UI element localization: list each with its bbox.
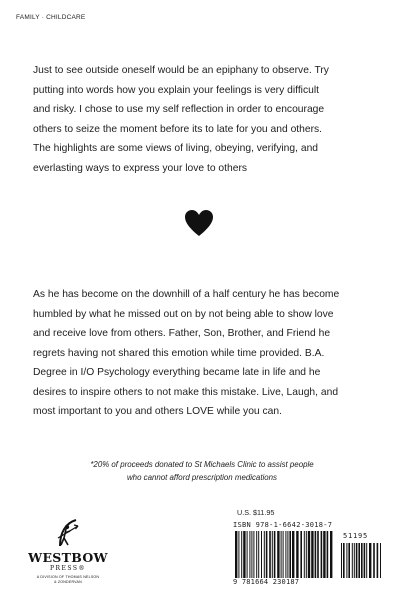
publisher-name: WESTBOW [28, 550, 108, 565]
price-label: U.S. $11.95 [237, 508, 275, 517]
publisher-subname: PRESS® [49, 565, 87, 572]
barcode [233, 517, 385, 591]
price-code-label: 51195 [343, 532, 369, 540]
isbn-label: ISBN 978-1-6642-3018-7 [233, 521, 333, 529]
price-barcode-bars [341, 543, 383, 578]
publisher-logo [24, 518, 112, 593]
author-bio-text: As he has become on the downhill of a half century he has become humbled by what he missed out on by not being able to show love and receive love from others. Father, Son, Brother, and Friend he regrets having not shared this emotion while time provided. B.A. Degree in I/O Psychology everything became late in life and he desires to inspire others to not make this mistake. Live, Laugh, and most important to you and others LOVE while you can. [33, 289, 340, 417]
ean-barcode-bars [235, 531, 335, 578]
donation-note: *20% of proceeds donated to St Michaels Clinic to assist people who cannot afford prescription medications [90, 460, 314, 482]
heart-icon [184, 209, 214, 237]
archer-emblem-icon [54, 518, 82, 548]
synopsis-text: Just to see outside oneself would be an epiphany to observe. Try putting into words how you explain your feelings is very difficult and risky. I chose to use my self reflection in order to encourage others to seize the moment before its to late for you and others. The highlights are some views of living, obeying, verifying, and everlasting ways to express your love to others [33, 65, 329, 174]
category-label: FAMILY · CHILDCARE [16, 14, 86, 21]
ean-digits: 9 781664 230187 [233, 578, 300, 586]
publisher-division: A DIVISION OF THOMAS NELSON & ZONDERVAN [36, 575, 100, 584]
